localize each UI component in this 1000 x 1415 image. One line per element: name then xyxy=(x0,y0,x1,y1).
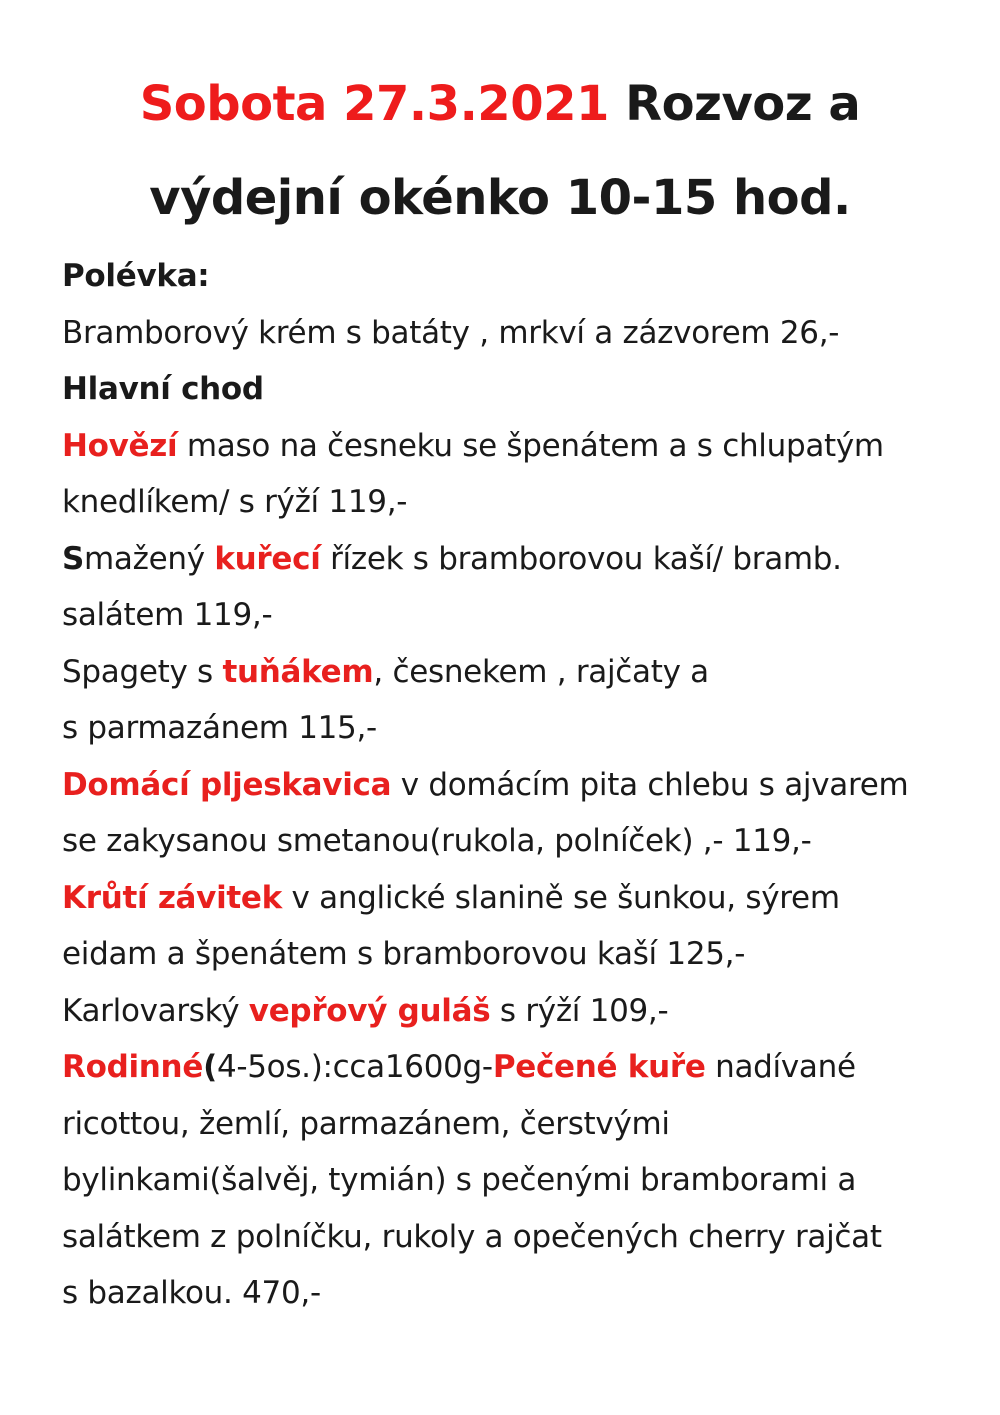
title-pickup-hours: výdejní okénko 10-15 hod. xyxy=(149,170,851,226)
menu-item-spaghetti-prefix: Spagety s xyxy=(62,654,223,690)
menu-item-family-highlight: Rodinné xyxy=(62,1049,204,1085)
menu-item-goulash-highlight: vepřový guláš xyxy=(248,993,491,1029)
menu-item-spaghetti-line-2: s parmazánem 115,- xyxy=(62,710,377,746)
menu-item-family-portion: 4-5os.):cca1600g- xyxy=(216,1049,493,1085)
menu-item-beef-text: maso na česneku se špenátem a s chlupatým xyxy=(177,428,884,464)
title-date: Sobota 27.3.2021 xyxy=(139,76,609,132)
menu-item-family-text: nadívané xyxy=(705,1049,856,1085)
menu-item-family-line-2: ricottou, žemlí, parmazánem, čerstvými xyxy=(62,1106,670,1142)
menu-item-goulash-line-1 xyxy=(62,991,668,1031)
page-title-line-2 xyxy=(0,168,1000,228)
menu-item-family-line-3: bylinkami(šalvěj, tymián) s pečenými bramborami a xyxy=(62,1162,857,1198)
title-delivery: Rozvoz a xyxy=(608,76,861,132)
main-course-heading: Hlavní chod xyxy=(62,371,264,407)
menu-item-family-chicken-highlight: Pečené kuře xyxy=(492,1049,706,1085)
soup-item: Bramborový krém s batáty , mrkví a zázvorem 26,- xyxy=(62,315,840,351)
menu-item-schnitzel-highlight: kuřecí xyxy=(214,541,321,577)
page-title-line-1 xyxy=(0,74,1000,134)
menu-item-spaghetti-highlight: tuňákem xyxy=(222,654,374,690)
menu-item-family-line-4: salátkem z polníčku, rukoly a opečených cherry rajčat xyxy=(62,1219,882,1255)
menu-item-spaghetti-line-1 xyxy=(62,652,709,692)
soup-heading: Polévka: xyxy=(62,258,210,294)
menu-item-goulash-text: s rýží 109,- xyxy=(490,993,669,1029)
menu-item-schnitzel-text-b: řízek s bramborovou kaší/ bramb. xyxy=(320,541,842,577)
menu-item-pljeskavica-highlight: Domácí pljeskavica xyxy=(62,767,392,803)
menu-item-beef-highlight: Hovězí xyxy=(62,428,178,464)
menu-item-pljeskavica-text: v domácím pita chlebu s ajvarem xyxy=(391,767,909,803)
menu-item-schnitzel-text-a: mažený xyxy=(84,541,215,577)
menu-item-pljeskavica-line-2: se zakysanou smetanou(rukola, polníček) ,- 119,- xyxy=(62,823,812,859)
menu-item-family-line-1 xyxy=(62,1047,856,1087)
menu-item-schnitzel-initial: S xyxy=(62,541,85,577)
menu-item-schnitzel-line-1 xyxy=(62,539,842,579)
menu-item-goulash-prefix: Karlovarský xyxy=(62,993,249,1029)
menu-item-beef-line-1 xyxy=(62,426,884,466)
menu-item-family-paren: ( xyxy=(203,1049,217,1085)
menu-item-turkey-line-1 xyxy=(62,878,840,918)
menu-item-turkey-highlight: Krůtí závitek xyxy=(62,880,282,916)
menu-item-pljeskavica-line-1 xyxy=(62,765,908,805)
menu-item-turkey-line-2: eidam a špenátem s bramborovou kaší 125,- xyxy=(62,936,746,972)
menu-item-beef-line-2: knedlíkem/ s rýží 119,- xyxy=(62,484,408,520)
menu-item-turkey-text: v anglické slanině se šunkou, sýrem xyxy=(281,880,840,916)
menu-item-spaghetti-text: , česnekem , rajčaty a xyxy=(373,654,709,690)
menu-item-family-line-5: s bazalkou. 470,- xyxy=(62,1275,321,1311)
menu-item-schnitzel-line-2: salátem 119,- xyxy=(62,597,273,633)
